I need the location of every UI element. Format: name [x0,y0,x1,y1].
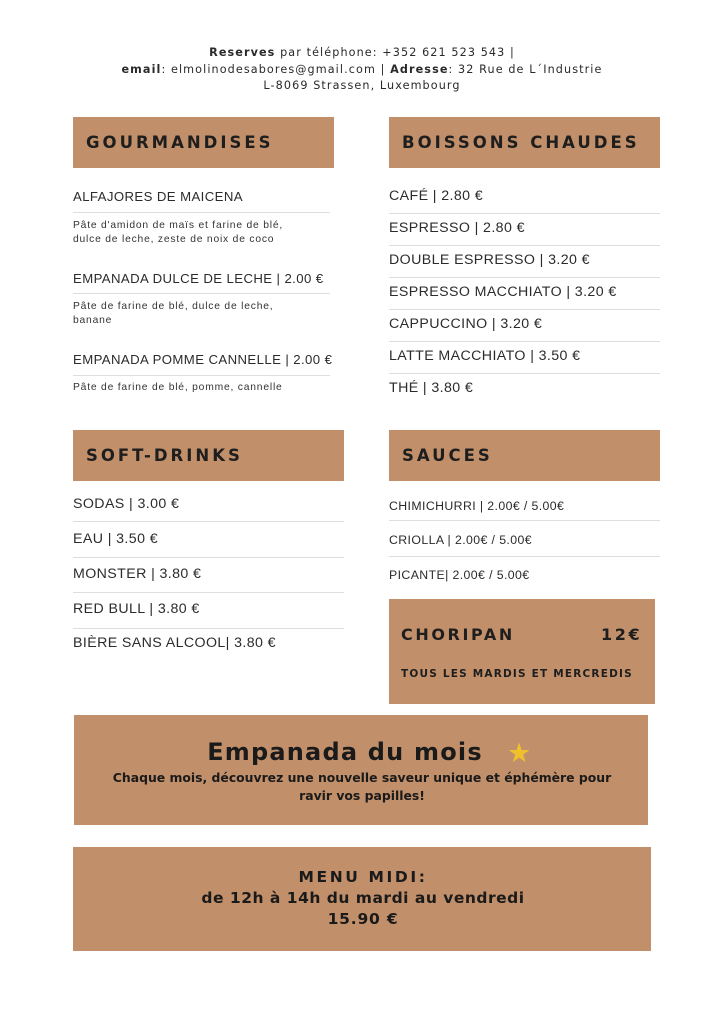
star-icon: ★ [507,738,532,768]
contact-line-phone [0,45,724,62]
boisson-item: LATTE MACCHIATO | 3.50 € [389,348,581,364]
divider [73,521,344,522]
description-line: Chaque mois, découvrez une nouvelle saveur unique et éphémère pour [112,770,612,785]
divider [73,293,330,294]
choripan-name: CHORIPAN [401,625,515,644]
empanada-du-mois-description [90,769,634,805]
divider [73,592,344,593]
gourmandise-item-desc [73,219,283,247]
sauce-item: CRIOLLA | 2.00€ / 5.00€ [389,533,532,547]
gourmandise-item-desc [73,381,283,395]
soft-drink-item: EAU | 3.50 € [73,531,158,547]
sauce-item: CHIMICHURRI | 2.00€ / 5.00€ [389,499,565,513]
contact-line-city: L-8069 Strassen, Luxembourg [263,79,461,92]
divider [389,213,660,214]
divider [389,520,660,521]
desc-line: Pâte d'amidon de maïs et farine de blé, [73,220,284,231]
address-text: : 32 Rue de L´Industrie [448,62,603,76]
empanada-title-text: Empanada du mois [207,738,483,766]
menu-midi-price: 15.90 € [327,910,399,928]
divider [389,309,660,310]
desc-line: Pâte de farine de blé, pomme, cannelle [73,382,283,393]
divider [389,556,660,557]
address-label: Adresse [390,62,449,76]
divider [73,212,330,213]
divider [73,375,330,376]
boisson-item: THÉ | 3.80 € [389,380,474,396]
boisson-item: CAFÉ | 2.80 € [389,188,484,204]
sauce-item: PICANTE| 2.00€ / 5.00€ [389,568,530,582]
email-label: email [121,62,162,76]
soft-drink-item: MONSTER | 3.80 € [73,566,202,582]
gourmandises-header: GOURMANDISES [73,117,334,168]
boissons-header: BOISSONS CHAUDES [389,117,660,168]
boisson-item: CAPPUCCINO | 3.20 € [389,316,543,332]
desc-line: banane [73,315,113,326]
soft-drinks-header: SOFT-DRINKS [73,430,344,481]
contact-line-email [0,62,724,79]
gourmandise-item-name: EMPANADA DULCE DE LECHE | 2.00 € [73,271,324,286]
contact-info [0,45,724,95]
divider [389,245,660,246]
gourmandise-item-desc [73,300,273,328]
reserves-label: Reserves [209,46,276,59]
gourmandise-item-name: EMPANADA POMME CANNELLE | 2.00 € [73,352,333,367]
divider [389,277,660,278]
sauces-header: SAUCES [389,430,660,481]
boisson-item: DOUBLE ESPRESSO | 3.20 € [389,252,590,268]
divider [73,557,344,558]
menu-midi-title: MENU MIDI: [298,868,428,886]
email-text[interactable]: : elmolinodesabores@gmail.com | [161,62,391,76]
gourmandise-item-name: ALFAJORES DE MAICENA [73,189,243,204]
soft-drink-item: BIÈRE SANS ALCOOL| 3.80 € [73,635,276,651]
empanada-du-mois-title [74,738,648,766]
desc-line: dulce de leche, zeste de noix de coco [73,234,275,245]
choripan-subtitle: TOUS LES MARDIS ET MERCREDIS [401,668,633,680]
choripan-price: 12€ [601,625,643,644]
choripan-box [389,599,655,704]
boisson-item: ESPRESSO | 2.80 € [389,220,525,236]
description-line: ravir vos papilles! [299,788,425,803]
menu-midi-hours: de 12h à 14h du mardi au vendredi [201,889,525,907]
divider [389,341,660,342]
phone-text: par téléphone: +352 621 523 543 | [275,46,515,59]
divider [389,373,660,374]
desc-line: Pâte de farine de blé, dulce de leche, [73,301,274,312]
boisson-item: ESPRESSO MACCHIATO | 3.20 € [389,284,617,300]
divider [73,628,344,629]
soft-drink-item: SODAS | 3.00 € [73,496,180,512]
soft-drink-item: RED BULL | 3.80 € [73,601,200,617]
